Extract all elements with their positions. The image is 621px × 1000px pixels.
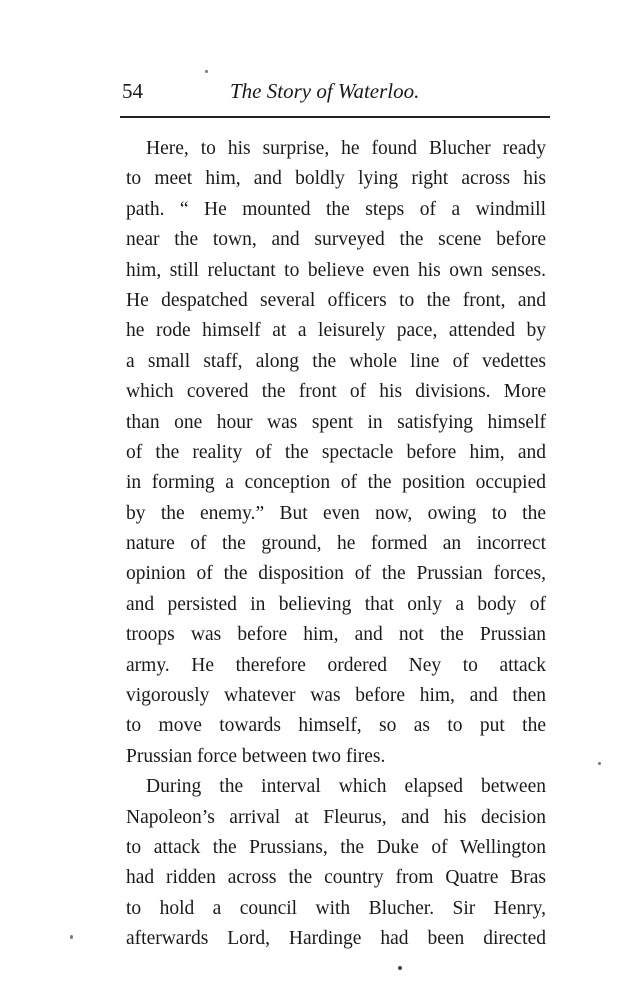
text-line: nature of the ground, he formed an incorrect <box>126 533 546 555</box>
text-line: a small staff, along the whole line of vedettes <box>126 350 546 372</box>
text-line: path. “ He mounted the steps of a windmill <box>126 198 546 220</box>
running-title: The Story of Waterloo. <box>230 79 420 103</box>
page-number: 54 <box>122 79 143 103</box>
text-line: vigorously whatever was before him, and then <box>126 685 546 707</box>
text-line: which covered the front of his divisions. More <box>126 381 546 403</box>
text-line: He despatched several officers to the front, and <box>126 289 546 311</box>
header-rule <box>120 116 550 118</box>
text-line: to meet him, and boldly lying right across his <box>126 168 546 190</box>
text-line: by the enemy.” But even now, owing to the <box>126 502 546 524</box>
text-line: opinion of the disposition of the Prussian forces, <box>126 563 546 585</box>
text-line: During the interval which elapsed between <box>146 776 546 798</box>
text-line: Prussian force between two fires. <box>126 745 386 767</box>
text-line: he rode himself at a leisurely pace, attended by <box>126 320 546 342</box>
text-line: him, still reluctant to believe even his own senses. <box>126 259 546 281</box>
text-line: afterwards Lord, Hardinge had been directed <box>126 928 546 950</box>
print-speck <box>205 70 208 73</box>
print-speck <box>70 935 73 939</box>
text-line: Napoleon’s arrival at Fleurus, and his decision <box>126 806 546 828</box>
text-line: army. He therefore ordered Ney to attack <box>126 654 546 676</box>
text-line: of the reality of the spectacle before him, and <box>126 441 546 463</box>
text-line: near the town, and surveyed the scene before <box>126 229 546 251</box>
body-text <box>126 134 546 955</box>
text-line: Here, to his surprise, he found Blucher ready <box>146 138 546 159</box>
running-head <box>120 76 550 106</box>
text-line: to attack the Prussians, the Duke of Wellington <box>126 836 546 858</box>
text-line: and persisted in believing that only a body of <box>126 593 546 615</box>
text-line: to hold a council with Blucher. Sir Henry, <box>126 897 546 919</box>
text-line: in forming a conception of the position occupied <box>126 472 546 494</box>
text-line: than one hour was spent in satisfying himself <box>126 411 546 433</box>
text-line: had ridden across the country from Quatre Bras <box>126 867 546 889</box>
text-line: troops was before him, and not the Prussian <box>126 624 546 646</box>
text-line: to move towards himself, so as to put the <box>126 715 546 737</box>
print-speck <box>598 762 601 765</box>
print-speck <box>398 966 402 970</box>
